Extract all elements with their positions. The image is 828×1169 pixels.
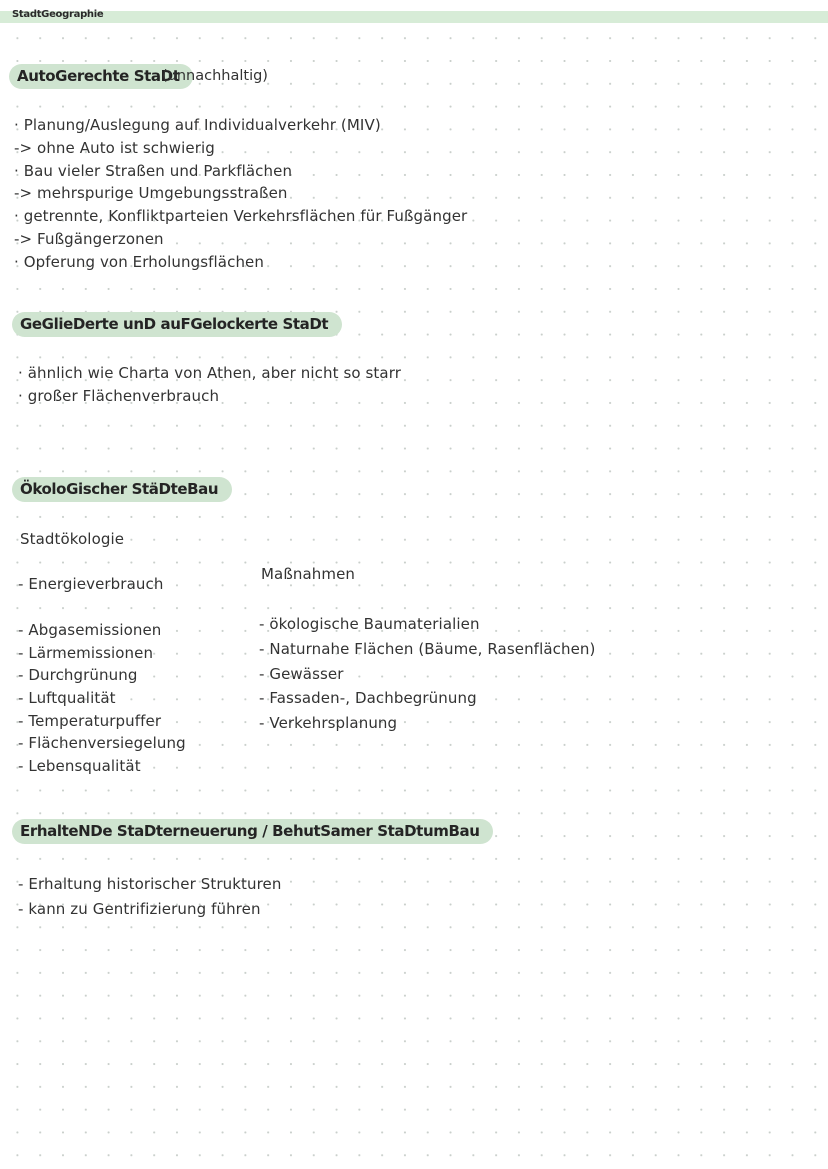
list-item: - Abgasemissionen <box>18 621 162 639</box>
list-item: · Bau vieler Straßen und Parkflächen <box>14 162 293 180</box>
list-item: · Planung/Auslegung auf Individualverkehr (MIV) <box>14 116 381 134</box>
list-item: - Durchgrünung <box>18 666 138 684</box>
list-item: · großer Flächenverbrauch <box>18 387 220 405</box>
column-heading-massnahmen: Maßnahmen <box>261 565 356 583</box>
list-item: · ähnlich wie Charta von Athen, aber nicht so starr <box>18 364 401 382</box>
list-item: - Lebensqualität <box>18 757 141 775</box>
list-item: - Lärmemissionen <box>18 644 154 662</box>
list-item: -> mehrspurige Umgebungsstraßen <box>14 184 288 202</box>
section-heading-erhaltende-stadterneuerung: ErhalteNDe StaDterneuerung / BehutSamer StaDtumBau <box>12 819 493 844</box>
header-bar <box>0 11 828 23</box>
list-item: - Gewässer <box>259 665 344 683</box>
column-heading-stadtoekologie: Stadtökologie <box>20 530 125 548</box>
list-item: - Luftqualität <box>18 689 116 707</box>
list-item: - Verkehrsplanung <box>259 714 398 732</box>
list-item: · getrennte, Konfliktparteien Verkehrsflächen für Fußgänger <box>14 207 468 225</box>
list-item: - Erhaltung historischer Strukturen <box>18 875 282 893</box>
section-heading-note: (unnachhaltig) <box>162 68 268 84</box>
list-item: - Flächenversiegelung <box>18 734 186 752</box>
list-item: -> Fußgängerzonen <box>14 230 164 248</box>
list-item: - ökologische Baumaterialien <box>259 615 480 633</box>
list-item: · Opferung von Erholungsflächen <box>14 253 264 271</box>
section-heading-gegliederte-stadt: GeGlieDerte unD auFGelockerte StaDt <box>12 312 342 337</box>
section-heading-autogerechte-stadt: AutoGerechte StaDt <box>9 64 193 89</box>
list-item: - Temperaturpuffer <box>18 712 162 730</box>
page-header-title: StadtGeographie <box>12 9 104 20</box>
list-item: - Energieverbrauch <box>18 575 164 593</box>
list-item: - Fassaden-, Dachbegrünung <box>259 689 477 707</box>
list-item: - kann zu Gentrifizierung führen <box>18 900 261 918</box>
list-item: - Naturnahe Flächen (Bäume, Rasenflächen) <box>259 640 596 658</box>
list-item: -> ohne Auto ist schwierig <box>14 139 215 157</box>
section-heading-oekologischer-staedtebau: ÖkoloGischer StäDteBau <box>12 477 232 502</box>
